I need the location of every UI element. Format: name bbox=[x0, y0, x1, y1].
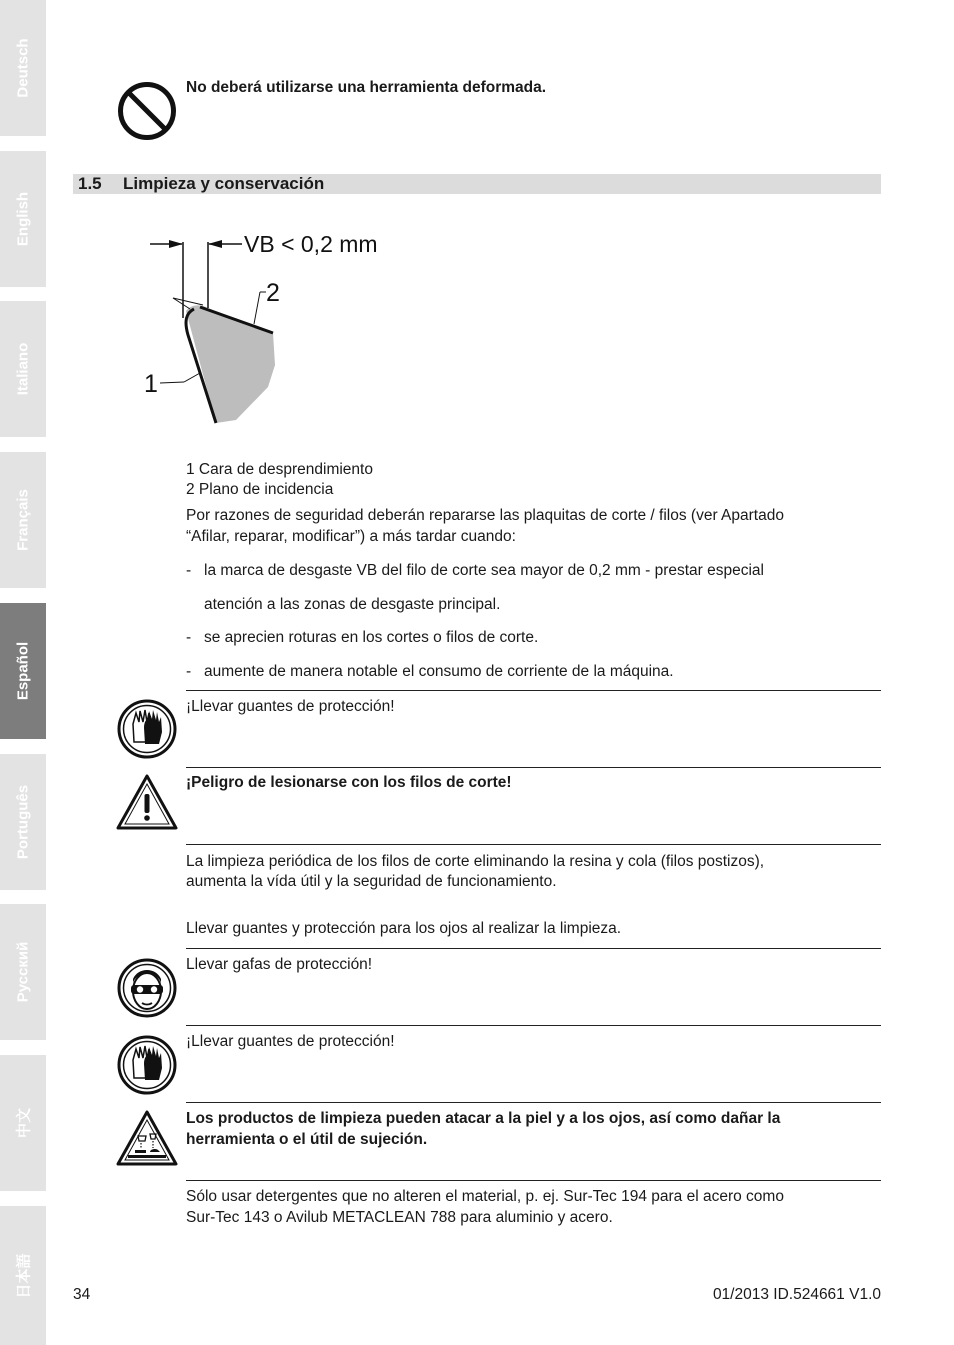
label-vb: VB < 0,2 mm bbox=[244, 231, 378, 257]
page-number: 34 bbox=[73, 1286, 91, 1303]
intro-line-2: “Afilar, reparar, modificar”) a más tardar cuando: bbox=[186, 528, 516, 545]
bullet-3: aumente de manera notable el consumo de corriente de la máquina. bbox=[204, 663, 674, 680]
wear-protection-line: Llevar guantes y protección para los ojos al realizar la limpieza. bbox=[186, 920, 622, 937]
legend-item-1: 1 Cara de desprendimiento bbox=[186, 461, 373, 478]
tab-espanol[interactable]: Español bbox=[0, 603, 46, 739]
leader-1-b bbox=[184, 373, 200, 382]
divider bbox=[186, 690, 881, 691]
legend-item-2: 2 Plano de incidencia bbox=[186, 481, 334, 498]
divider bbox=[186, 767, 881, 768]
corrosive-line-2: herramienta o el útil de sujeción. bbox=[186, 1131, 428, 1148]
insert-body bbox=[186, 305, 275, 423]
corrosive-warning-icon bbox=[116, 1108, 178, 1170]
gloves-notice-2: ¡Llevar guantes de protección! bbox=[186, 1033, 395, 1050]
wear-mark-diagram bbox=[140, 225, 420, 430]
tab-portugues[interactable]: Português bbox=[0, 754, 46, 890]
tab-italiano[interactable]: Italiano bbox=[0, 301, 46, 437]
bullet-1-line-2: atención a las zonas de desgaste principal. bbox=[204, 596, 501, 613]
prohibition-icon bbox=[116, 80, 178, 142]
divider bbox=[186, 1025, 881, 1026]
divider bbox=[186, 948, 881, 949]
language-sidebar bbox=[0, 0, 46, 1345]
deformed-tool-warning: No deberá utilizarse una herramienta deformada. bbox=[186, 79, 547, 96]
gloves-notice-1: ¡Llevar guantes de protección! bbox=[186, 698, 395, 715]
warning-triangle-icon bbox=[116, 772, 178, 834]
tab-chinese[interactable]: 中文 bbox=[0, 1055, 46, 1191]
gloves-icon bbox=[116, 1034, 178, 1096]
intro-line-1: Por razones de seguridad deberán repararse las plaquitas de corte / filos (ver Apartado bbox=[186, 507, 784, 524]
detergent-line-1: Sólo usar detergentes que no alteren el material, p. ej. Sur-Tec 194 para el acero como bbox=[186, 1188, 784, 1205]
tab-japanese[interactable]: 日本語 bbox=[0, 1206, 46, 1345]
leader-1 bbox=[160, 382, 184, 383]
cleaning-line-1: La limpieza periódica de los filos de corte eliminando la resina y cola (filos postizos), bbox=[186, 853, 765, 870]
corrosive-line-1: Los productos de limpieza pueden atacar a la piel y a los ojos, así como dañar la bbox=[186, 1110, 781, 1127]
leader-2 bbox=[254, 292, 260, 324]
tab-russian[interactable]: Русский bbox=[0, 904, 46, 1040]
document-id: 01/2013 ID.524661 V1.0 bbox=[712, 1286, 881, 1303]
arrowhead-right bbox=[208, 240, 222, 248]
section-header bbox=[73, 174, 881, 194]
detergent-line-2: Sur-Tec 143 o Avilub METACLEAN 788 para aluminio y acero. bbox=[186, 1209, 613, 1226]
cutting-edge-danger: ¡Peligro de lesionarse con los filos de corte! bbox=[186, 774, 512, 791]
section-number: 1.5 bbox=[78, 174, 102, 193]
arrowhead-left bbox=[169, 240, 183, 248]
divider bbox=[186, 844, 881, 845]
label-2: 2 bbox=[266, 279, 280, 307]
bullet-dash: - bbox=[186, 562, 192, 579]
bullet-dash: - bbox=[186, 663, 192, 680]
cleaning-line-2: aumenta la vída útil y la seguridad de funcionamiento. bbox=[186, 873, 557, 890]
divider bbox=[186, 1102, 881, 1103]
bullet-2: se aprecien roturas en los cortes o filos de corte. bbox=[204, 629, 539, 646]
gloves-icon bbox=[116, 698, 178, 760]
divider bbox=[186, 1180, 881, 1181]
bullet-1-line-1: la marca de desgaste VB del filo de corte sea mayor de 0,2 mm - prestar especial bbox=[204, 562, 764, 579]
goggles-notice: Llevar gafas de protección! bbox=[186, 956, 373, 973]
bullet-dash: - bbox=[186, 629, 192, 646]
goggles-icon bbox=[116, 957, 178, 1019]
tab-deutsch[interactable]: Deutsch bbox=[0, 0, 46, 136]
label-1: 1 bbox=[144, 370, 158, 398]
section-title: Limpieza y conservación bbox=[123, 174, 325, 193]
tab-english[interactable]: English bbox=[0, 151, 46, 287]
tab-francais[interactable]: Français bbox=[0, 452, 46, 588]
